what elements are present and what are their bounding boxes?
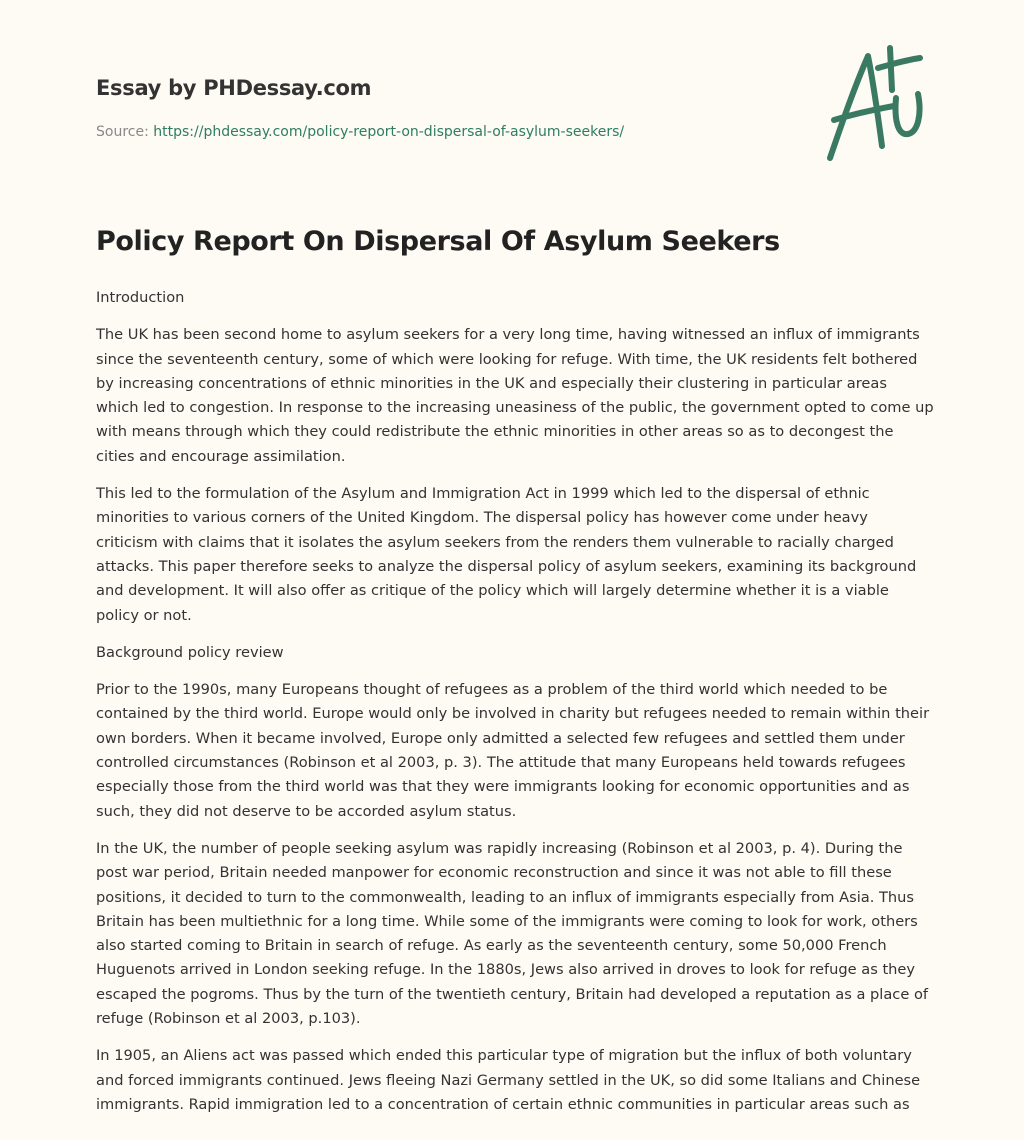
section-heading: Background policy review <box>96 643 284 661</box>
a-plus-logo-icon <box>820 38 930 168</box>
source-link[interactable]: https://phdessay.com/policy-report-on-dispersal-of-asylum-seekers/ <box>153 124 625 140</box>
paragraph: In the UK, the number of people seeking asylum was rapidly increasing (Robinson et al 2003, p. 4). During the post war period, Britain needed manpower for economic reconstruction and since it was not able to fill these positions, it decided to turn to the commonwealth, leading to an influx of immigrants especially from Asia. Thus Britain has been multiethnic for a long time. While some of the immigrants were coming to look for work, others also started coming to Britain in search of refuge. As early as the seventeenth century, some 50,000 French Huguenots arrived in London seeking refuge. In the 1880s, Jews also arrived in droves to look for refuge as they escaped the pogroms. Thus by the turn of the twentieth century, Britain had developed a reputation as a place of refuge (Robinson et al 2003, p.103). <box>96 839 929 1028</box>
paragraph: This led to the formulation of the Asylum and Immigration Act in 1999 which led to the dispersal of ethnic minorities to various corners of the United Kingdom. The dispersal policy has however come under heavy criticism with claims that it isolates the asylum seekers from the renders them vulnerable to racially charged attacks. This paper therefore seeks to analyze the dispersal policy of asylum seekers, examining its background and development. It will also offer as critique of the policy which will largely determine whether it is a viable policy or not. <box>96 485 917 624</box>
paragraph: In 1905, an Aliens act was passed which ended this particular type of migration but the influx of both voluntary and forced immigrants continued. Jews fleeing Nazi Germany settled in the UK, so did some Italians and Chinese immigrants. Rapid immigration led to a concentration of certain ethnic communities in particular areas such as <box>96 1047 921 1113</box>
site-brand: Essay by PHDessay.com <box>96 76 372 100</box>
page-title: Policy Report On Dispersal Of Asylum Seekers <box>96 226 780 257</box>
section-heading: Introduction <box>96 289 185 306</box>
paragraph: The UK has been second home to asylum seekers for a very long time, having witnessed an influx of immigrants since the seventeenth century, some of which were looking for refuge. With time, the UK residents felt bothered by increasing concentrations of ethnic minorities in the UK and especially their clustering in particular areas which led to congestion. In response to the increasing uneasiness of the public, the government opted to come up with means through which they could redistribute the ethnic minorities in other areas so as to decongest the cities and encourage assimilation. <box>96 326 934 465</box>
paragraph: Prior to the 1990s, many Europeans thought of refugees as a problem of the third world which needed to be contained by the third world. Europe would only be involved in charity but refugees needed to remain within their own borders. When it became involved, Europe only admitted a selected few refugees and settled them under controlled circumstances (Robinson et al 2003, p. 3). The attitude that many Europeans held towards refugees especially those from the third world was that they were immigrants looking for economic opportunities and as such, they did not deserve to be accorded asylum status. <box>96 681 930 820</box>
source-label: Source: <box>96 124 149 140</box>
source-line <box>96 124 624 140</box>
essay-body <box>96 286 934 1130</box>
